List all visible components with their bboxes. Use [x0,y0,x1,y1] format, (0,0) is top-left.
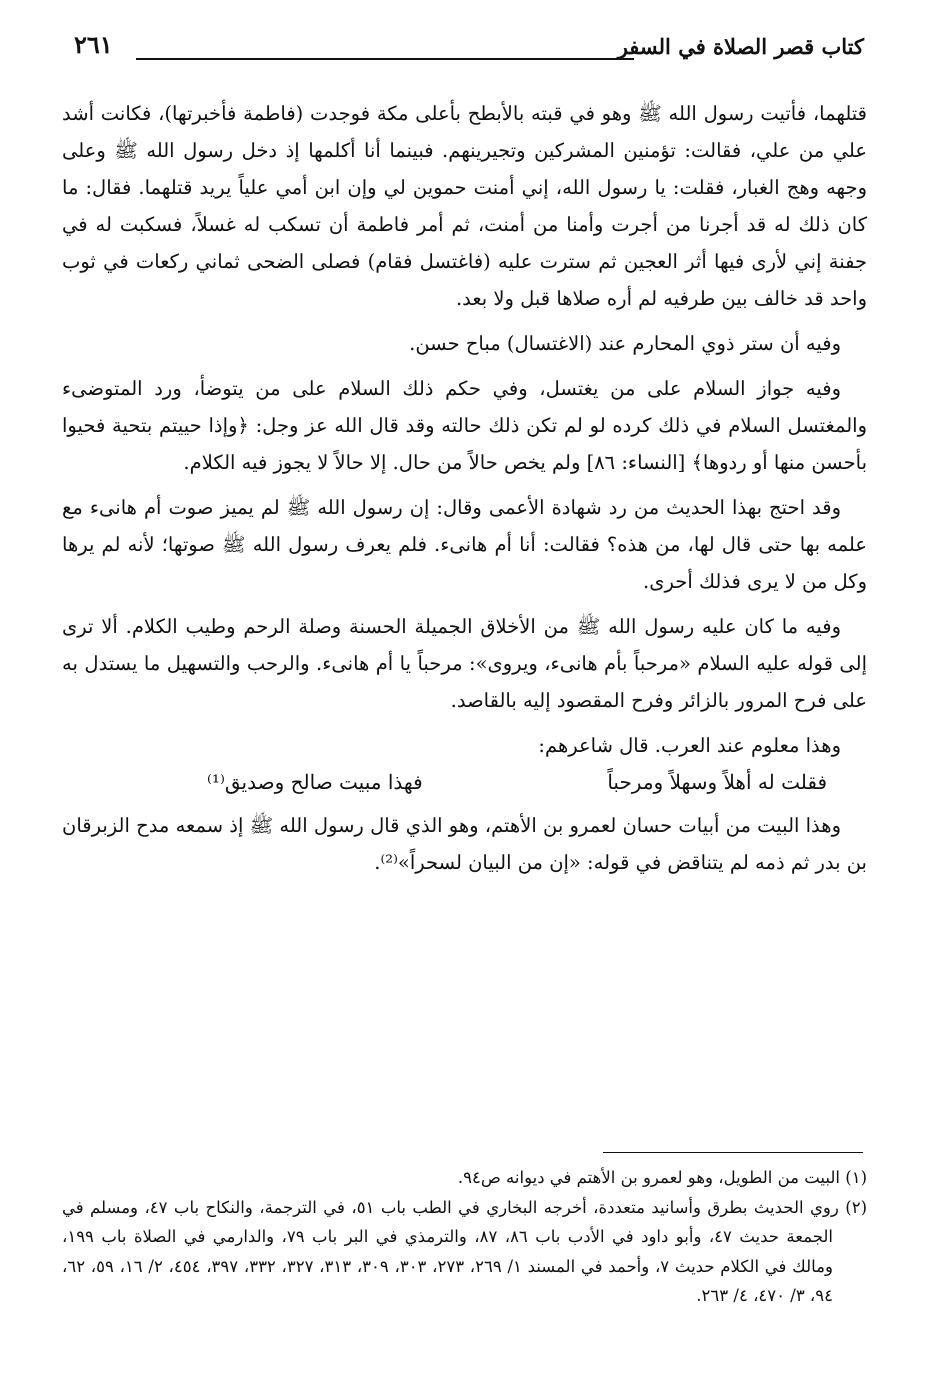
running-header [74,30,864,70]
poem-verse [207,764,827,801]
footnote-separator [603,1152,863,1153]
footnote: (١) البيت من الطويل، وهو لعمرو بن الأهتم في ديوانه ص٩٤. [457,1168,867,1187]
paragraph: وقد احتج بهذا الحديث من رد شهادة الأعمى وقال: إن رسول الله ﷺ لم يميز صوت أم هانىء مع علمه بها حتى قال لها، من هذه؟ فقالت: أنا أم هانىء. فلم يعرف رسول الله ﷺ صوتها؛ لأنه لم يرها وكل من لا يرى فذلك أحرى. [62,496,867,593]
page-number: ٢٦١ [74,30,113,59]
main-text [62,95,867,889]
chapter-title: كتاب قصر الصلاة في السفر [617,34,864,59]
poem-intro: وهذا معلوم عند العرب. قال شاعرهم: [538,734,841,757]
paragraph: وفيه أن ستر ذوي المحارم عند (الاغتسال) مباح حسن. [409,332,841,355]
footnote: (٢) روي الحديث بطرق وأسانيد متعددة، أخرجه البخاري في الطب باب ٥١، في الترجمة، والنكاح باب ٤٧، ومسلم في الجمعة حديث ٤٧، وأبو داود في الأدب باب ٨٦، ٨٧، والترمذي في البر باب ٧٩، والدارمي في الصلاة باب ١٩٩، ومالك في الكلام حديث ٧، وأحمد في المسند ١/ ٢٦٩، ٢٧٣، ٣٠٣، ٣٠٩، ٣١٣، ٣٢٧، ٣٣٢، ٣٩٧، ٤٥٤، ٢/ ١٦، ٥٩، ٦٢، ٩٤، ٣/ ٤٧٠، ٤/ ٢٦٣. [62,1197,867,1305]
closing-paragraph: وهذا البيت من أبيات حسان لعمرو بن الأهتم، وهو الذي قال رسول الله ﷺ إذ سمعه مدح الزبرقان بن بدر ثم ذمه لم يتناقض في قوله: «إن من البيان لسحراً»⁽²⁾. [62,814,867,874]
paragraph: وفيه ما كان عليه رسول الله ﷺ من الأخلاق الجميلة الحسنة وصلة الرحم وطيب الكلام. ألا ترى إلى قوله عليه السلام «مرحباً بأم هانىء، ويروى»: مرحباً يا أم هانىء. والرحب والتسهيل ما يستدل به على فرح المرور بالزائر وفرح المقصود إليه بالقاصد. [62,615,867,712]
header-rule [136,58,634,60]
footnotes [62,1163,867,1311]
paragraph: قتلهما، فأتيت رسول الله ﷺ وهو في قبته بالأبطح بأعلى مكة فوجدت (فاطمة فأخبرتها)، فكانت أشد علي من علي، فقالت: تؤمنين المشركين وتجيرينهم. فبينما أنا أكلمها إذ دخل رسول الله ﷺ وعلى وجهه وهج الغبار، فقلت: يا رسول الله، إني أمنت حموين لي وإن ابن أمي علياً يريد قتلهما. فقال: ما كان ذلك له قد أجرنا من أجرت وأمنا من أمنت، ثم أمر فاطمة أن تسكب له غسلاً، فسكبت له في جفنة إني لأرى فيها أثر العجين ثم سترت عليه (فاغتسل فقام) فصلى الضحى ثماني ركعات في ثوب واحد قد خالف بين طرفيه لم أره صلاها قبل ولا بعد. [62,102,867,310]
paragraph: وفيه جواز السلام على من يغتسل، وفي حكم ذلك السلام على من يتوضأ، ورد المتوضىء والمغتسل السلام في ذلك كرده لو لم تكن ذلك حالته وقد قال الله عز وجل: ﴿وإذا حييتم بتحية فحيوا بأحسن منها أو ردوها﴾ [النساء: ٨٦] ولم يخص حالاً من حال. إلا حالاً لا يجوز فيه الكلام. [62,377,867,474]
poem-left-hemistich: فهذا مبيت صالح وصديق⁽¹⁾ [207,770,423,794]
poem-right-hemistich: فقلت له أهلاً وسهلاً ومرحباً [607,770,827,794]
